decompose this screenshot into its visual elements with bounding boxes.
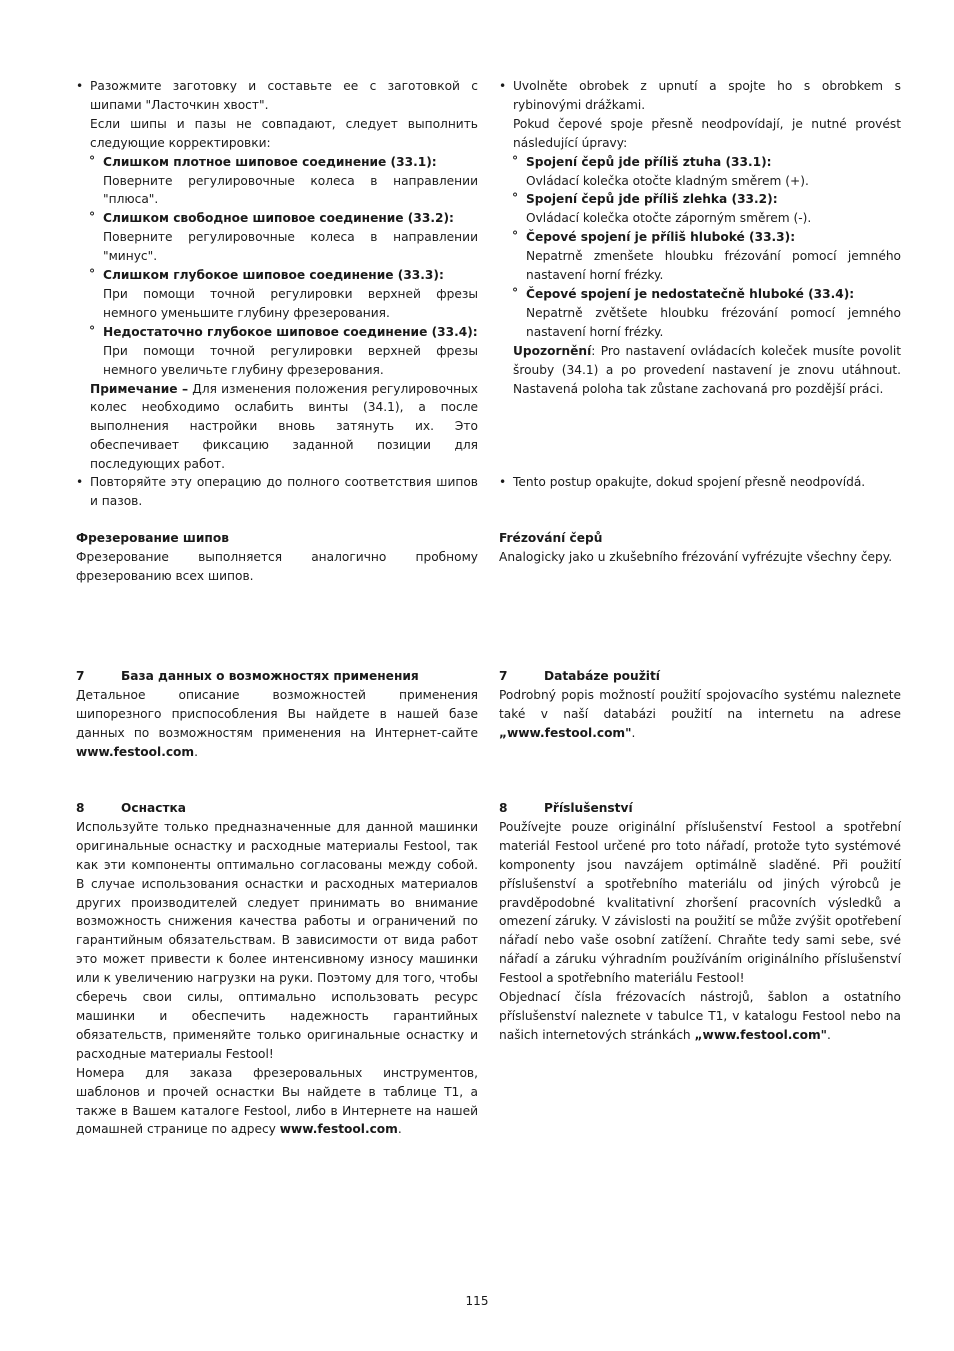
page-number: 115 (465, 1294, 489, 1308)
cs-milling-section (499, 529, 901, 567)
ru-milling-title: Фрезерование шипов (76, 531, 229, 545)
ru-item-3: ° Слишком глубокое шиповое соединение (33.3): При помощи точной регулировки верхней фрезы немного уменьшите глубину фрезерования. (89, 267, 478, 320)
cs-milling-title: Frézování čepů (499, 531, 603, 545)
ru-section-7 (76, 667, 478, 762)
ru-intro2: Если шипы и пазы не совпадают, следует выполнить следующие корректировки: (90, 116, 478, 150)
cs-note: Upozornění: Pro nastavení ovládacích koleček musíte povolit šrouby (34.1) a po provedení nastavení je znovu utáhnout. Nastavená poloha tak zůstane zachovaná pro pozdější práci. (513, 343, 901, 396)
ru-milling-text: Фрезерование выполняется аналогично пробному фрезерованию всех шипов. (76, 549, 478, 583)
ru-section-8 (76, 799, 478, 1139)
degree-bullet-icon: ° (89, 210, 96, 225)
cs-section-7-heading: 7 Databáze použití (499, 669, 660, 683)
cs-item-4: ° Čepové spojení je nedostatečně hluboké (33.4): Nepatrně zvětšete hloubku frézování pomocí jemného nastavení horní frézky. (512, 285, 901, 339)
degree-bullet-icon: ° (512, 191, 519, 206)
cs-milling-text: Analogicky jako u zkušebního frézování vyfrézujte všechny čepy. (499, 549, 893, 564)
degree-bullet-icon: ° (89, 267, 96, 282)
ru-section-7-heading: 7 База данных о возможностях применения (76, 669, 419, 683)
cs-section-8-text2: Objednací čísla frézovacích nástrojů, šablon a ostatního příslušenství naleznete v tabulce T1, v katalogu Festool nebo na našich internetových stránkách „www.festool.com". (499, 990, 901, 1042)
cs-section-7-text: Podrobný popis možností použití spojovacího systému naleznete také v naší databázi použití na internetu na adrese „www.festool.com". (499, 687, 901, 740)
ru-section-7-text: Детальное описание возможностей применения шипорезного приспособления Вы найдете в нашей базе данных по возможностям применения на Интернет-сайте www.festool.com. (76, 687, 478, 759)
degree-bullet-icon: ° (512, 285, 519, 300)
ru-intro: • Разожмите заготовку и составьте ее с заготовкой с шипами "Ласточкин хвост". (76, 77, 478, 115)
degree-bullet-icon: ° (512, 229, 519, 244)
degree-bullet-icon: ° (512, 153, 519, 168)
ru-festool-link-2[interactable]: www.festool.com (279, 1122, 398, 1137)
cs-festool-link[interactable]: „www.festool.com" (499, 725, 632, 740)
cs-item-1: ° Spojení čepů jde příliš ztuha (33.1): Ovládací kolečka otočte kladným směrem (+). (512, 153, 809, 188)
degree-bullet-icon: ° (89, 153, 96, 168)
ru-note: Примечание – Для изменения положения регулировочных колес необходимо ослабить винты (34.1), а после выполнения настройки вновь затянуть их. Это обеспечивает фиксацию заданной позиции для последующих работ. (90, 381, 478, 472)
ru-section-8-heading: 8 Оснастка (76, 801, 187, 815)
cs-section-8-heading: 8 Příslušenství (499, 801, 633, 815)
cs-section-8-text1: Používejte pouze originální příslušenství Festool a spotřební materiál Festool určené pro toto nářadí, protože tyto systémové komponenty jsou navzájem optimálně sladěné. Při použití příslušenství a spotřebního materiálu od jiných výrobců je pravděpodobné kvalitativní zhoršení pracovních výsledků a omezení záruky. V závislosti na použití se může zvýšit opotřebení nářadí nebo vaše osobní zatížení. Chraňte tedy sami sebe, své nářadí a záruku výhradním používáním originálního příslušenství Festool a spotřebního materiálu Festool! (499, 819, 901, 986)
cs-adjust-block (499, 77, 901, 398)
ru-festool-link[interactable]: www.festool.com (76, 744, 195, 759)
ru-item-4: ° Недостаточно глубокое шиповое соединение (33.4): При помощи точной регулировки верхней фрезы немного увеличьте глубину фрезерования. (89, 323, 478, 377)
ru-milling-section (76, 529, 478, 586)
ru-item-2: ° Слишком свободное шиповое соединение (33.2): Поверните регулировочные колеса в направлении "минус". (89, 210, 478, 264)
cs-intro2: Pokud čepové spoje přesně neodpovídají, je nutné provést následující úpravy: (513, 116, 901, 150)
cs-repeat: • Tento postup opakujte, dokud spojení přesně neodpovídá. (499, 473, 901, 492)
ru-section-8-text1: Используйте только предназначенные для данной машинки оригинальные оснастку и расходные материалы Festool, так как эти компоненты оптимально согласованы между собой. В случае использования оснастки и расходных материалов других производителей следует принимать во внимание возможность снижения качества работы и ограничений по гарантийным обязательствам. В зависимости от вида работ это может привести к более интенсивному износу машинки или к увеличению нагрузки на руки. Поэтому для того, чтобы сберечь свои силы, оптимально использовать ресурс машинки и обеспечить надежность гарантийных обязательств, применяйте только оригинальные оснастку и расходные материалы Festool! (76, 819, 478, 1061)
cs-festool-link-2[interactable]: „www.festool.com" (694, 1027, 828, 1042)
ru-section-8-text2: Номера для заказа фрезеровальных инструментов, шаблонов и прочей оснастки Вы найдете в таблице Т1, а также в Вашем каталоге Festool, либо в Интернете на нашей домашней странице по адресу www.festool.com. (76, 1065, 478, 1137)
ru-repeat: • Повторяйте эту операцию до полного соответствия шипов и пазов. (76, 473, 478, 511)
degree-bullet-icon: ° (89, 323, 96, 338)
ru-adjust-block (76, 77, 478, 474)
cs-item-2: ° Spojení čepů jde příliš zlehka (33.2): Ovládací kolečka otočte záporným směrem (-). (512, 191, 812, 226)
cs-intro: • Uvolněte obrobek z upnutí a spojte ho s obrobkem s rybinovými drážkami. (499, 77, 901, 115)
cs-section-8 (499, 799, 901, 1045)
cs-section-7 (499, 667, 901, 743)
cs-item-3: ° Čepové spojení je příliš hluboké (33.3): Nepatrně zmenšete hloubku frézování pomocí jemného nastavení horní frézky. (512, 229, 901, 283)
ru-item-1: ° Слишком плотное шиповое соединение (33.1): Поверните регулировочные колеса в направлении "плюса". (89, 153, 478, 207)
